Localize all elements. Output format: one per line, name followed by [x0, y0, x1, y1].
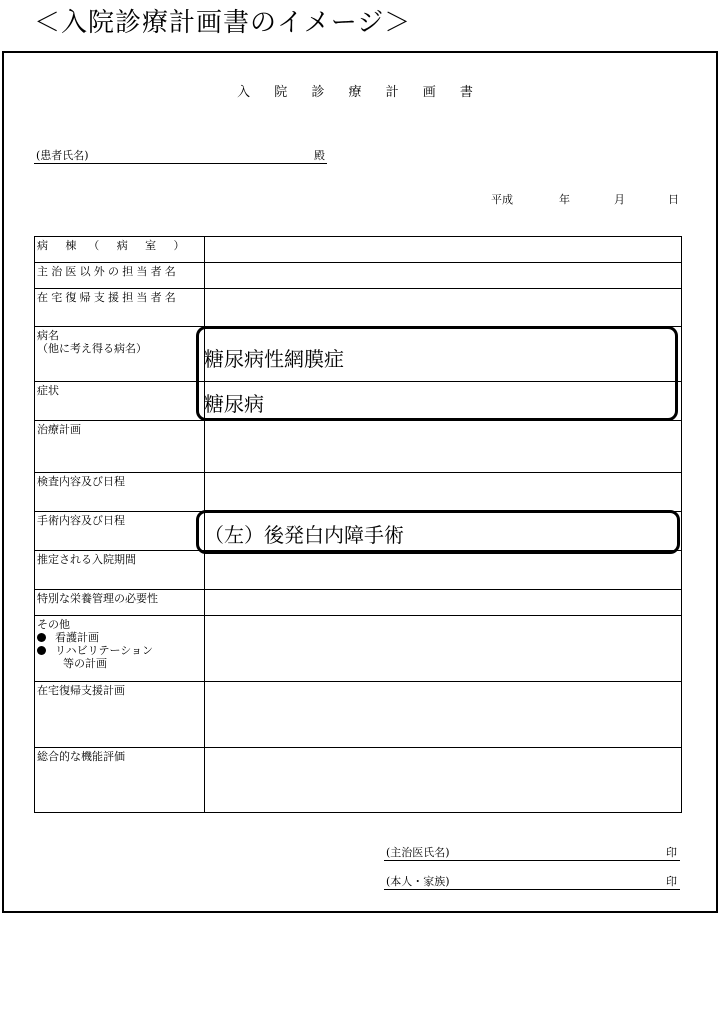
diagnosis-value: 糖尿病性網膜症	[204, 347, 344, 371]
family-signature-line	[384, 875, 680, 890]
honorific: 殿	[314, 149, 325, 162]
row-value-treatment-plan	[205, 421, 682, 473]
row-value-other	[205, 616, 682, 682]
row-label-symptoms: 症状	[35, 382, 205, 421]
table-row	[35, 237, 682, 263]
row-label-diagnosis: 病名 （他に考え得る病名）	[35, 327, 205, 382]
doctor-seal: 印	[666, 846, 677, 859]
patient-name-label: (患者氏名)	[36, 149, 89, 162]
row-label-treatment-plan: 治療計画	[35, 421, 205, 473]
diagnosis-highlight-box	[196, 326, 678, 421]
table-row	[35, 590, 682, 616]
row-value-stay-period	[205, 551, 682, 590]
symptoms-value: 糖尿病	[204, 392, 264, 416]
form-title: 入 院 診 療 計 画 書	[237, 85, 483, 100]
hospital-plan-form	[2, 51, 718, 913]
bullet-icon	[37, 646, 46, 655]
row-value-home-support-staff	[205, 289, 682, 327]
row-value-exam-schedule	[205, 473, 682, 512]
date-era: 平成	[491, 193, 513, 206]
table-row	[35, 473, 682, 512]
family-seal: 印	[666, 875, 677, 888]
row-label-other-staff: 主治医以外の担当者名	[35, 263, 205, 289]
doctor-signature-line	[384, 846, 680, 861]
page-heading: ＜入院診療計画書のイメージ＞	[34, 8, 412, 38]
row-label-functional-eval: 総合的な機能評価	[35, 748, 205, 813]
surgery-value: （左）後発白内障手術	[204, 523, 404, 547]
row-label-exam-schedule: 検査内容及び日程	[35, 473, 205, 512]
row-label-other: その他 看護計画 リハビリテーション 等の計画	[35, 616, 205, 682]
row-value-home-support-plan	[205, 682, 682, 748]
row-label-home-support-plan: 在宅復帰支援計画	[35, 682, 205, 748]
table-row	[35, 616, 682, 682]
row-value-functional-eval	[205, 748, 682, 813]
date-month: 月	[614, 193, 625, 206]
table-row	[35, 682, 682, 748]
date-year: 年	[559, 193, 570, 206]
family-label: (本人・家族)	[386, 875, 450, 888]
table-row	[35, 263, 682, 289]
table-row	[35, 551, 682, 590]
row-label-home-support-staff: 在宅復帰支援担当者名	[35, 289, 205, 327]
row-value-ward	[205, 237, 682, 263]
row-label-nutrition: 特別な栄養管理の必要性	[35, 590, 205, 616]
row-label-ward: 病 棟 （ 病 室 ）	[35, 237, 205, 263]
row-label-stay-period: 推定される入院期間	[35, 551, 205, 590]
patient-name-line	[34, 149, 327, 164]
row-label-surgery-schedule: 手術内容及び日程	[35, 512, 205, 551]
table-row	[35, 748, 682, 813]
row-value-other-staff	[205, 263, 682, 289]
bullet-icon	[37, 633, 46, 642]
table-row	[35, 421, 682, 473]
doctor-name-label: (主治医氏名)	[386, 846, 450, 859]
date-day: 日	[668, 193, 679, 206]
table-row	[35, 289, 682, 327]
row-value-nutrition	[205, 590, 682, 616]
